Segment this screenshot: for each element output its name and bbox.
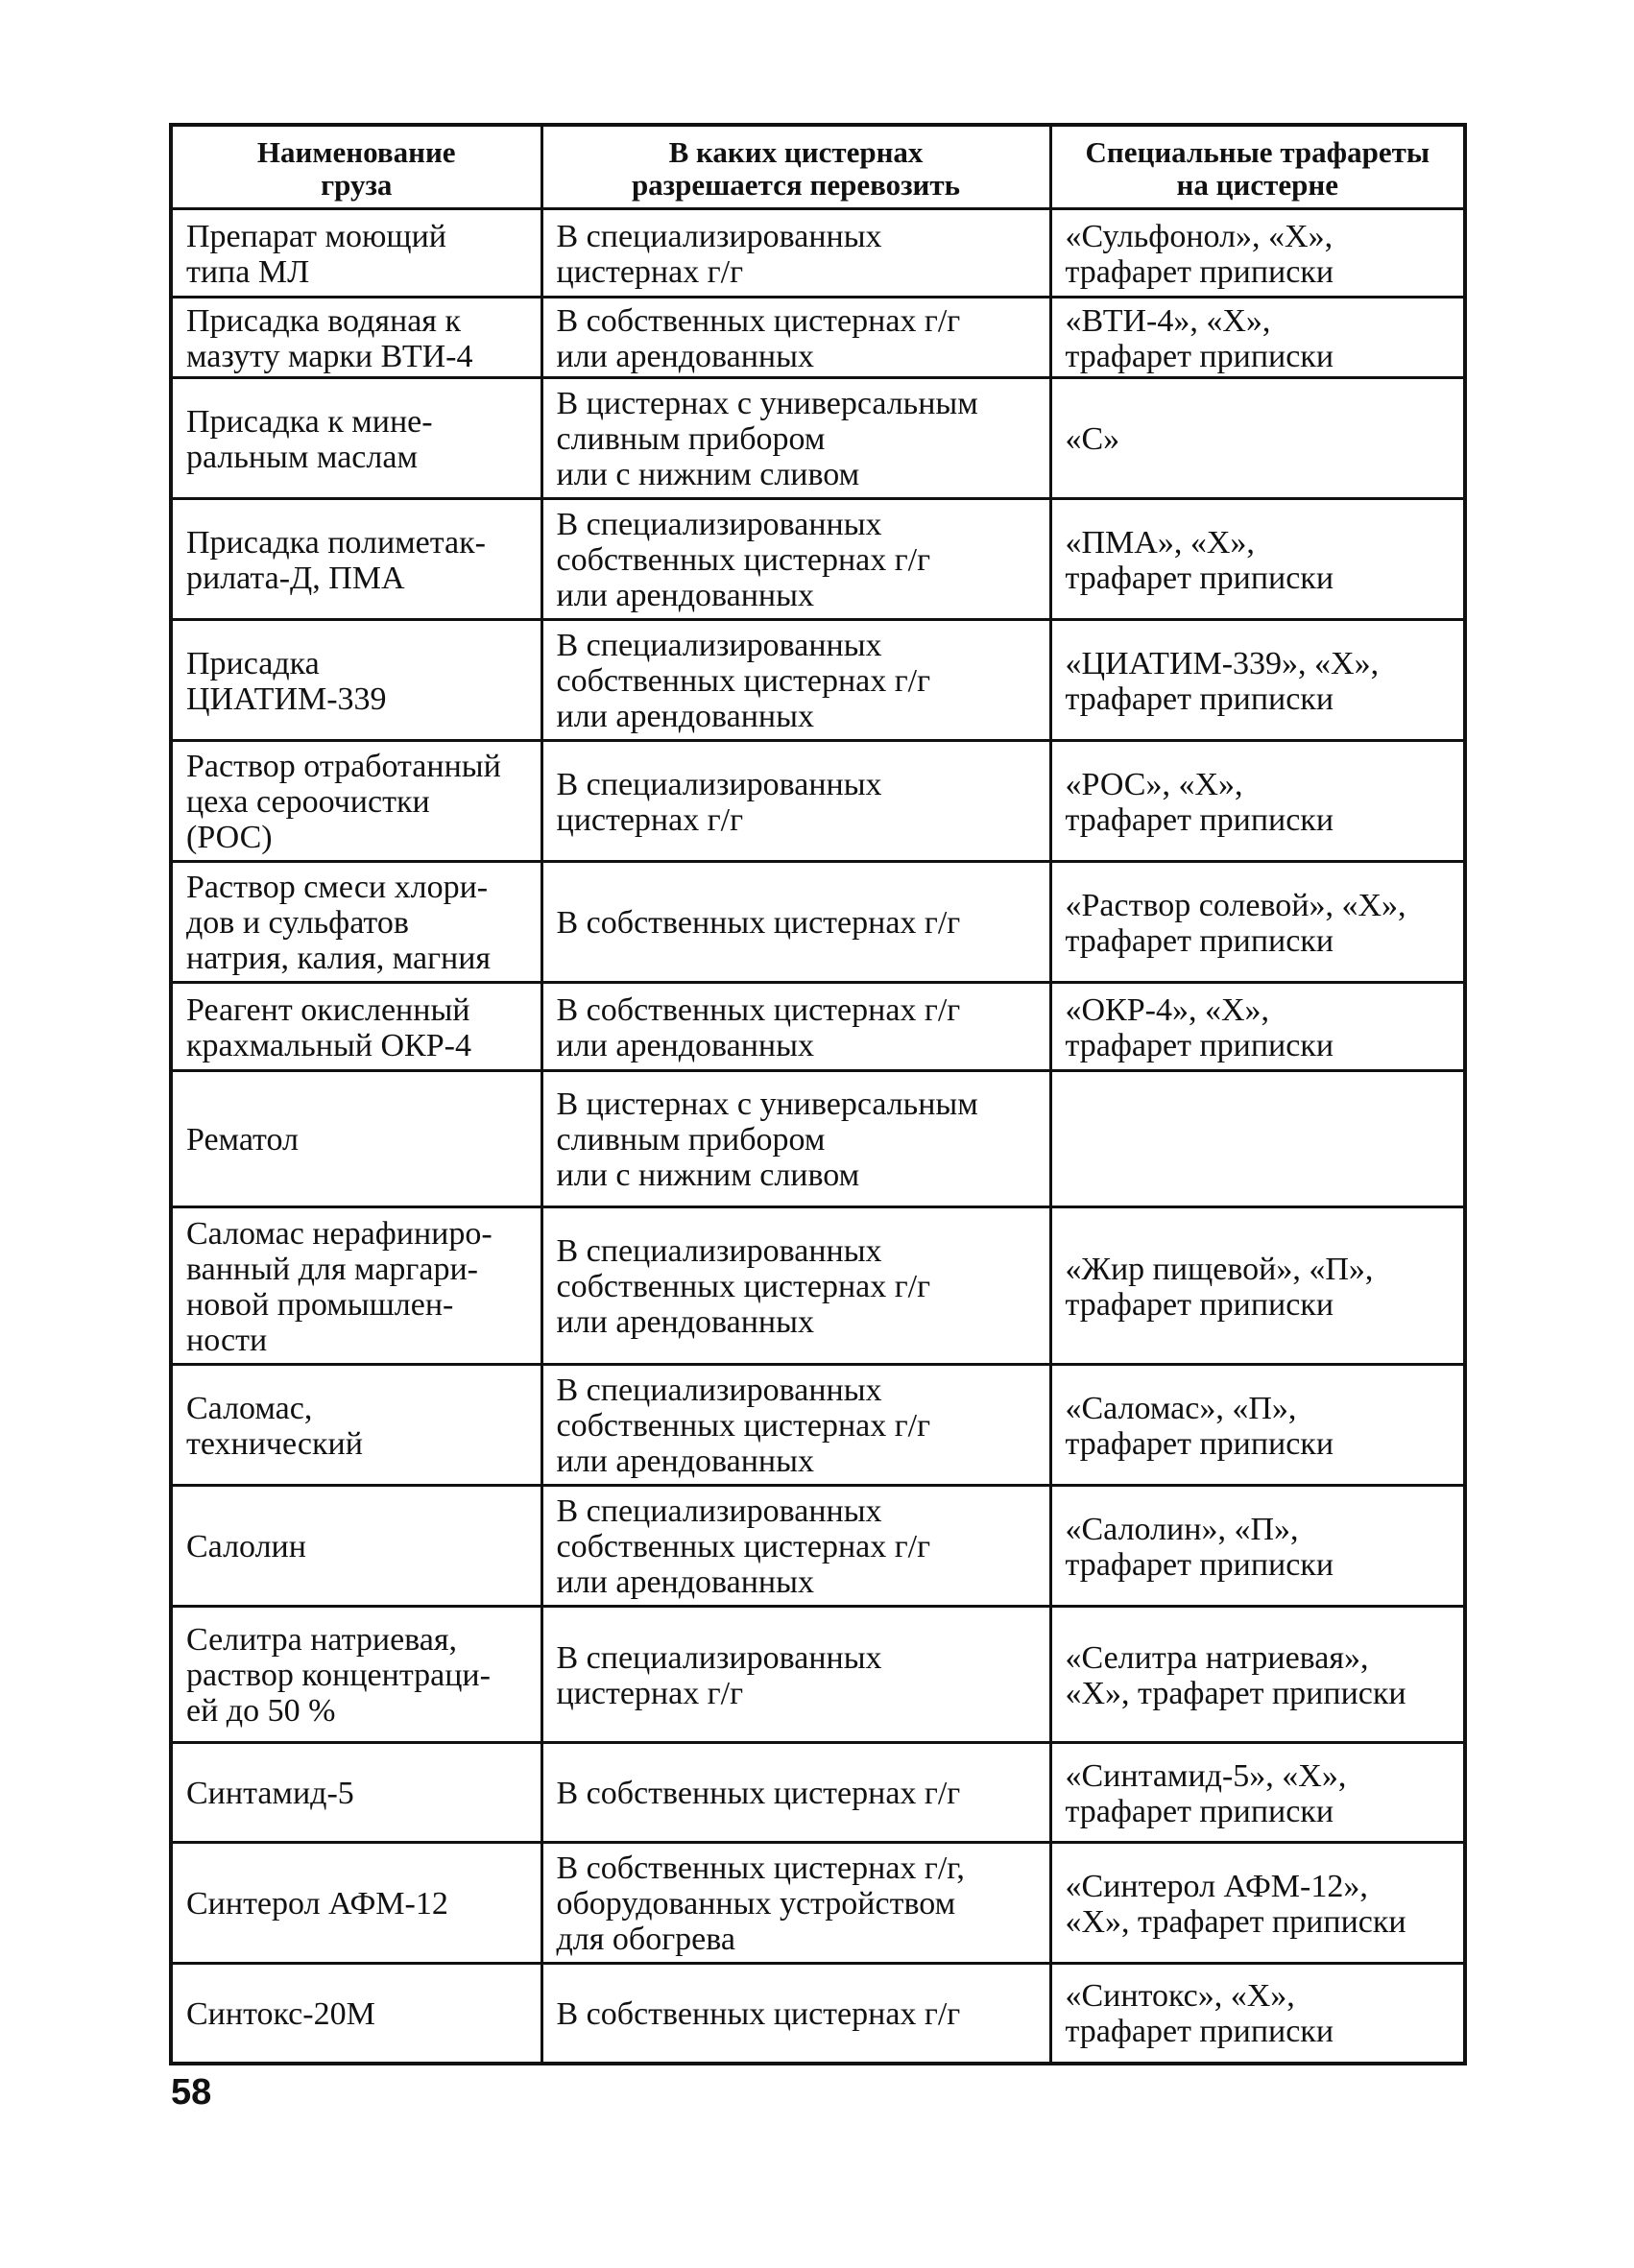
tank-type-cell — [541, 1365, 1050, 1486]
tank-type-cell — [541, 862, 1050, 983]
tank-type-cell-text: В собственных цистернах г/г, оборудованных устройством для обогрева — [556, 1850, 965, 1957]
cargo-name-cell-text: Присадка водяная к мазуту марки ВТИ-4 — [186, 302, 473, 374]
stencil-cell-text: «Селитра натриевая», «Х», трафарет приписки — [1065, 1639, 1406, 1711]
tank-type-cell-text: В собственных цистернах г/г — [556, 905, 961, 941]
stencil-cell — [1050, 741, 1465, 862]
tank-type-cell — [541, 1743, 1050, 1843]
tank-type-cell-text: В собственных цистернах г/г — [556, 1995, 961, 2032]
table-row — [171, 1843, 1465, 1964]
table-row — [171, 1207, 1465, 1365]
tank-type-cell — [541, 1607, 1050, 1743]
header-row — [171, 125, 1465, 209]
stencil-cell-text: «Сульфонол», «Х», трафарет приписки — [1065, 218, 1334, 290]
stencil-cell-text: «Салолин», «П», трафарет приписки — [1065, 1511, 1334, 1583]
stencil-cell — [1050, 378, 1465, 499]
cargo-table — [169, 123, 1467, 2065]
stencil-cell-text: «ВТИ-4», «Х», трафарет приписки — [1065, 302, 1334, 374]
table-row — [171, 499, 1465, 620]
tank-type-cell — [541, 1843, 1050, 1964]
stencil-cell — [1050, 862, 1465, 983]
tank-type-cell-text: В специализированных собственных цистернах г/г или арендованных — [556, 1233, 931, 1340]
stencil-cell-text: «РОС», «Х», трафарет приписки — [1065, 766, 1334, 838]
tank-type-cell-text: В специализированных собственных цистернах г/г или арендованных — [556, 1373, 931, 1479]
cargo-name-cell — [171, 862, 541, 983]
cargo-name-cell-text: Синтамид-5 — [186, 1776, 354, 1811]
table-row — [171, 741, 1465, 862]
stencil-cell — [1050, 983, 1465, 1071]
tank-type-cell — [541, 1207, 1050, 1365]
stencil-cell — [1050, 209, 1465, 298]
stencil-cell — [1050, 620, 1465, 741]
table-row — [171, 862, 1465, 983]
tank-type-cell — [541, 378, 1050, 499]
cargo-name-cell-text: Синтерол АФМ-12 — [186, 1886, 448, 1922]
cargo-name-cell — [171, 1964, 541, 2064]
cargo-name-cell-text: Рематол — [186, 1122, 299, 1158]
stencil-cell-text: «Синтамид-5», «Х», трафарет приписки — [1065, 1757, 1347, 1829]
tank-type-cell — [541, 1486, 1050, 1607]
table-row — [171, 1964, 1465, 2064]
cargo-name-cell-text: Реагент окисленный крахмальный ОКР-4 — [186, 991, 471, 1063]
cargo-name-cell — [171, 1486, 541, 1607]
stencil-cell — [1050, 1607, 1465, 1743]
table-header — [171, 125, 1465, 209]
cargo-name-cell-text: Саломас нерафиниро- ванный для маргари- новой промышлен- ности — [186, 1215, 493, 1358]
tank-type-cell — [541, 209, 1050, 298]
tank-type-cell — [541, 499, 1050, 620]
stencil-cell-text: «Раствор солевой», «Х», трафарет приписки — [1065, 887, 1406, 959]
table-row — [171, 1743, 1465, 1843]
tank-type-cell-text: В цистернах с универсальным сливным прибором или с нижним сливом — [556, 386, 978, 492]
tank-type-cell — [541, 1964, 1050, 2064]
table-row — [171, 620, 1465, 741]
cargo-name-cell — [171, 209, 541, 298]
tank-type-cell-text: В собственных цистернах г/г или арендованных — [556, 302, 961, 374]
tank-type-cell-text: В специализированных цистернах г/г — [556, 1639, 882, 1711]
cargo-name-cell-text: Салолин — [186, 1529, 306, 1564]
cargo-name-cell — [171, 298, 541, 378]
stencil-cell — [1050, 1743, 1465, 1843]
table-row — [171, 298, 1465, 378]
cargo-name-cell — [171, 741, 541, 862]
tank-type-cell-text: В цистернах с универсальным сливным прибором или с нижним сливом — [556, 1086, 978, 1193]
cargo-name-cell-text: Присадка ЦИАТИМ-339 — [186, 645, 387, 717]
tank-type-cell-text: В специализированных цистернах г/г — [556, 218, 882, 290]
tank-type-cell — [541, 983, 1050, 1071]
table-row — [171, 1071, 1465, 1207]
stencil-cell-text: «Синтокс», «Х», трафарет приписки — [1065, 1978, 1334, 2050]
tank-type-cell — [541, 298, 1050, 378]
cargo-name-cell — [171, 1743, 541, 1843]
stencil-cell-text: «ЦИАТИМ-339», «Х», трафарет приписки — [1065, 645, 1380, 717]
table-row — [171, 209, 1465, 298]
stencil-cell — [1050, 1207, 1465, 1365]
tank-type-cell-text: В специализированных собственных цистернах г/г или арендованных — [556, 1493, 931, 1600]
stencil-cell-text: «ОКР-4», «Х», трафарет приписки — [1065, 991, 1334, 1063]
stencil-cell-text: «С» — [1065, 421, 1120, 457]
cargo-name-cell-text: Саломас, технический — [186, 1390, 363, 1462]
cargo-name-cell — [171, 620, 541, 741]
tank-type-cell — [541, 620, 1050, 741]
stencil-cell — [1050, 1486, 1465, 1607]
tank-type-cell-text: В специализированных собственных цистернах г/г или арендованных — [556, 628, 931, 734]
tank-type-cell-text: В специализированных собственных цистернах г/г или арендованных — [556, 507, 931, 613]
header-stencils: Специальные трафареты на цистерне — [1050, 125, 1465, 209]
cargo-name-cell — [171, 378, 541, 499]
cargo-name-cell-text: Присадка к мине- ральным маслам — [186, 403, 433, 475]
tank-type-cell-text: В собственных цистернах г/г — [556, 1776, 961, 1811]
cargo-name-cell-text: Синтокс-20М — [186, 1995, 375, 2032]
cargo-name-cell — [171, 1071, 541, 1207]
cargo-name-cell — [171, 1365, 541, 1486]
cargo-name-cell-text: Присадка полиметак- рилата-Д, ПМА — [186, 524, 486, 596]
header-cargo-name: Наименование груза — [171, 125, 541, 209]
tank-type-cell-text: В собственных цистернах г/г или арендованных — [556, 991, 961, 1063]
table-row — [171, 1365, 1465, 1486]
table-row — [171, 1486, 1465, 1607]
cargo-name-cell — [171, 1843, 541, 1964]
page-number: 58 — [171, 2072, 212, 2113]
cargo-name-cell — [171, 499, 541, 620]
cargo-name-cell — [171, 1207, 541, 1365]
table-row — [171, 983, 1465, 1071]
cargo-name-cell — [171, 983, 541, 1071]
cargo-name-cell-text: Раствор отработанный цеха сероочистки (РОС) — [186, 749, 501, 855]
cargo-name-cell-text: Раствор смеси хлори- дов и сульфатов натрия, калия, магния — [186, 870, 492, 976]
cargo-name-cell — [171, 1607, 541, 1743]
stencil-cell-text: «Саломас», «П», трафарет приписки — [1065, 1390, 1334, 1462]
stencil-cell-text: «Жир пищевой», «П», трафарет приписки — [1065, 1251, 1374, 1323]
stencil-cell — [1050, 1964, 1465, 2064]
stencil-cell — [1050, 1071, 1465, 1207]
tank-type-cell — [541, 741, 1050, 862]
stencil-cell — [1050, 499, 1465, 620]
table-body — [171, 209, 1465, 2064]
table-row — [171, 1607, 1465, 1743]
cargo-name-cell-text: Селитра натриевая, раствор концентраци- ей до 50 % — [186, 1622, 491, 1729]
header-tank-type: В каких цистернах разрешается перевозить — [541, 125, 1050, 209]
stencil-cell — [1050, 1365, 1465, 1486]
cargo-name-cell-text: Препарат моющий типа МЛ — [186, 218, 446, 290]
stencil-cell-text: «ПМА», «Х», трафарет приписки — [1065, 524, 1334, 596]
stencil-cell-text: «Синтерол АФМ-12», «Х», трафарет приписки — [1065, 1868, 1406, 1940]
tank-type-cell — [541, 1071, 1050, 1207]
stencil-cell — [1050, 298, 1465, 378]
stencil-cell — [1050, 1843, 1465, 1964]
tank-type-cell-text: В специализированных цистернах г/г — [556, 766, 882, 838]
table-row — [171, 378, 1465, 499]
